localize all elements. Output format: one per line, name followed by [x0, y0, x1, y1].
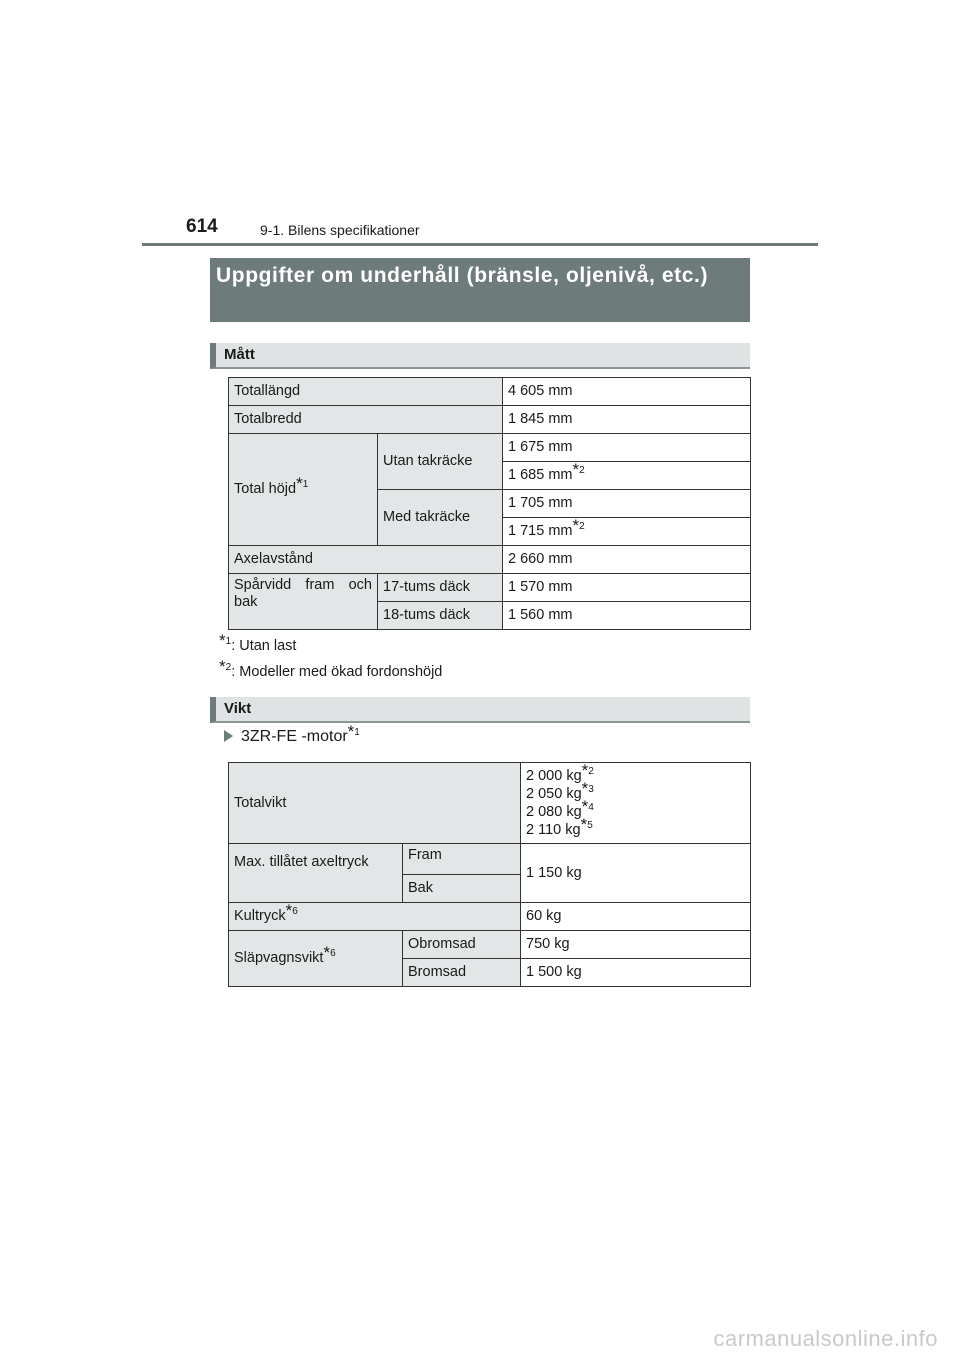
sub-label: Fram — [403, 844, 521, 875]
sub-label: 17-tums däck — [378, 574, 503, 602]
sub-label: Med takräcke — [378, 490, 503, 546]
row-value: 1 675 mm — [503, 434, 751, 462]
row-label: Max. tillåtet axeltryck — [229, 844, 403, 903]
row-label: Totalbredd — [229, 406, 503, 434]
row-value: 2 660 mm — [503, 546, 751, 574]
row-label: Totallängd — [229, 378, 503, 406]
table-row — [229, 434, 751, 462]
weight-value: 2 080 $kg^{*4}$ — [526, 797, 594, 820]
engine-label: 3ZR-FE -motor$^{*1}$ — [224, 728, 360, 746]
row-value: 1 570 mm — [503, 574, 751, 602]
table-row — [229, 903, 751, 931]
row-value: 1 715 $mm^{*2}$ — [503, 518, 751, 546]
sub-label: Obromsad — [403, 931, 521, 959]
table-row — [229, 844, 751, 875]
sub-label: Utan takräcke — [378, 434, 503, 490]
sub-label: 18-tums däck — [378, 602, 503, 630]
row-value: 1 500 kg — [521, 959, 751, 987]
table-row — [229, 763, 751, 844]
row-label-total-hojd: Total höjd$^{*1}$ — [229, 434, 378, 546]
row-label: Släpvagnsvikt$^{*6}$ — [229, 931, 403, 987]
table-row — [229, 406, 751, 434]
row-value: 1 845 mm — [503, 406, 751, 434]
row-value: 1 150 kg — [521, 844, 751, 903]
sub-label: Bak — [403, 875, 521, 903]
row-value: 750 kg — [521, 931, 751, 959]
weight-table — [228, 762, 751, 987]
dimensions-table — [228, 377, 751, 630]
row-label: Axelavstånd — [229, 546, 503, 574]
weight-value: 2 050 $kg^{*3}$ — [526, 779, 594, 802]
subsection-heading-vikt: Vikt — [210, 697, 750, 723]
row-label: Spårvidd fram och bak — [229, 574, 378, 630]
row-label: Kultryck$^{*6}$ — [229, 903, 521, 931]
row-value: 60 kg — [521, 903, 751, 931]
table-row — [229, 378, 751, 406]
running-head: 9-1. Bilens specifikationer — [260, 222, 420, 238]
section-title: Uppgifter om underhåll (bränsle, oljenivå, etc.) — [210, 258, 750, 322]
footnote-2: $^{*2}$: Modeller med ökad fordonshöjd — [219, 657, 443, 680]
subsection-heading-matt: Mått — [210, 343, 750, 369]
page-number: 614 — [186, 216, 218, 237]
footnote-ref: *2 — [572, 460, 585, 480]
weight-value: 2 000 $kg^{*2}$ — [526, 761, 594, 784]
footnote-ref: *1 — [347, 721, 360, 741]
row-value: 1 705 mm — [503, 490, 751, 518]
watermark: carmanualsonline.info — [713, 1326, 938, 1351]
row-value: 1 560 mm — [503, 602, 751, 630]
weight-value: 2 110 $kg^{*5}$ — [526, 815, 593, 838]
header-rule — [142, 243, 818, 246]
row-value-list — [521, 763, 751, 844]
sub-label: Bromsad — [403, 959, 521, 987]
table-row — [229, 574, 751, 602]
footnote-1: $^{*1}$: Utan last — [219, 631, 297, 654]
row-value: 1 685 $mm^{*2}$ — [503, 462, 751, 490]
table-row — [229, 931, 751, 959]
triangle-bullet-icon — [224, 730, 233, 742]
table-row — [229, 546, 751, 574]
row-value: 4 605 mm — [503, 378, 751, 406]
row-label: Totalvikt — [229, 763, 521, 844]
footnote-ref: *1 — [296, 474, 309, 494]
footnote-ref: *2 — [572, 516, 585, 536]
